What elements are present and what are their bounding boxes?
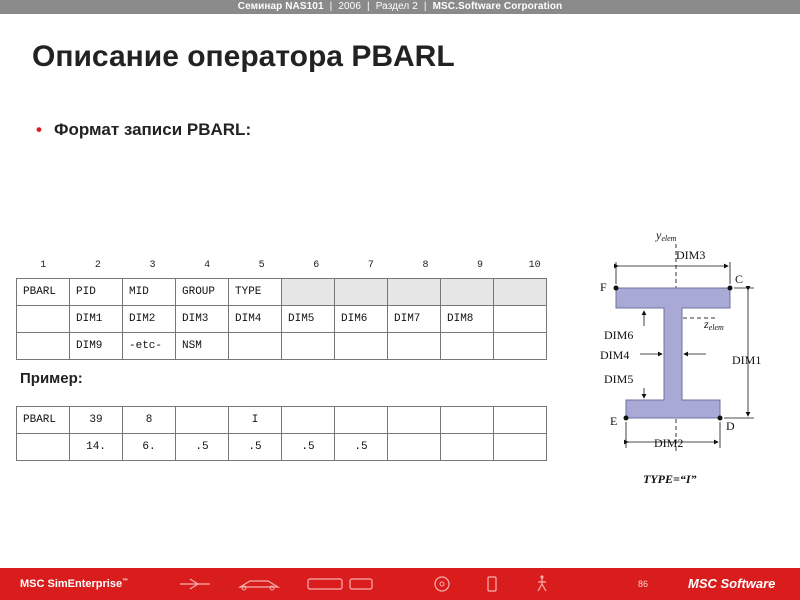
- slide-title: Описание оператора PBARL: [32, 40, 455, 73]
- table-cell: .5: [229, 434, 282, 461]
- table-cell: [494, 434, 547, 461]
- table-cell: [441, 434, 494, 461]
- table-cell: [229, 333, 282, 360]
- table-cell: NSM: [176, 333, 229, 360]
- y-axis-label: yelem: [656, 228, 677, 243]
- column-number: 6: [313, 260, 320, 271]
- i-beam-diagram: [588, 222, 800, 492]
- point-d-label: D: [726, 419, 735, 433]
- point-e-marker: [624, 416, 629, 421]
- table-row: [17, 279, 547, 306]
- i-beam-shape: [616, 288, 730, 418]
- table-cell: DIM2: [123, 306, 176, 333]
- example-label: Пример:: [20, 370, 83, 387]
- table-cell: 8: [123, 407, 176, 434]
- table-cell: [335, 333, 388, 360]
- table-cell: DIM3: [176, 306, 229, 333]
- msc-software-logo: MSC Software: [688, 576, 776, 591]
- table-cell: [17, 333, 70, 360]
- table-cell: MID: [123, 279, 176, 306]
- point-d-marker: [718, 416, 723, 421]
- phone-icon: [488, 577, 496, 591]
- table-cell: 6.: [123, 434, 176, 461]
- table-cell: PID: [70, 279, 123, 306]
- header-seminar: Семинар NAS101: [237, 1, 324, 12]
- msc-simenterprise-logo: MSC SimEnterprise™: [20, 578, 129, 590]
- table-row: [17, 333, 547, 360]
- person-head-icon: [540, 575, 543, 578]
- table-cell: DIM9: [70, 333, 123, 360]
- z-axis-label: zelem: [704, 317, 724, 332]
- table-cell: .5: [176, 434, 229, 461]
- header-section: Раздел 2: [375, 1, 418, 12]
- point-c-marker: [728, 286, 733, 291]
- point-f-label: F: [600, 280, 607, 294]
- dim6-label: DIM6: [604, 328, 634, 342]
- table-cell: [388, 333, 441, 360]
- table-cell: [388, 407, 441, 434]
- table-cell: [494, 333, 547, 360]
- table-cell: DIM6: [335, 306, 388, 333]
- table-cell: .5: [335, 434, 388, 461]
- type-caption: TYPE=“I”: [643, 472, 697, 486]
- table-cell: DIM8: [441, 306, 494, 333]
- table-cell: [441, 333, 494, 360]
- table-cell: [282, 279, 335, 306]
- column-number: 5: [258, 260, 265, 271]
- column-numbers: [16, 260, 562, 271]
- table-cell: [176, 407, 229, 434]
- table-cell: [17, 434, 70, 461]
- page-number: 86: [638, 579, 649, 589]
- column-number: 7: [367, 260, 374, 271]
- table-cell: [494, 306, 547, 333]
- table-cell: DIM4: [229, 306, 282, 333]
- header-bar: Семинар NAS101 | 2006 | Раздел 2 | MSC.Software Corporation: [0, 0, 800, 14]
- disk-icon: [435, 577, 449, 591]
- disk-center-icon: [440, 582, 444, 586]
- table-cell: TYPE: [229, 279, 282, 306]
- table-cell: [282, 407, 335, 434]
- table-row: [17, 306, 547, 333]
- bus-icon: [350, 579, 372, 589]
- dim4-label: DIM4: [600, 348, 630, 362]
- table-cell: [494, 407, 547, 434]
- header-year: 2006: [338, 1, 361, 12]
- bullet-item: [36, 120, 251, 140]
- column-number: 2: [94, 260, 101, 271]
- table-cell: [388, 434, 441, 461]
- point-f-marker: [614, 286, 619, 291]
- airplane-icon: [180, 579, 210, 589]
- table-cell: [335, 407, 388, 434]
- table-cell: .5: [282, 434, 335, 461]
- table-cell: [388, 279, 441, 306]
- column-number: 1: [40, 260, 47, 271]
- table-cell: DIM7: [388, 306, 441, 333]
- format-table: [16, 278, 547, 360]
- column-number: 4: [204, 260, 211, 271]
- column-number: 3: [149, 260, 156, 271]
- table-cell: [282, 333, 335, 360]
- table-cell: -etc-: [123, 333, 176, 360]
- bullet-text: Формат записи PBARL:: [53, 120, 252, 139]
- table-cell: [441, 407, 494, 434]
- dim1-label: DIM1: [732, 353, 762, 367]
- table-cell: DIM5: [282, 306, 335, 333]
- point-c-label: C: [735, 272, 744, 286]
- footer-bar: [0, 568, 800, 600]
- train-icon: [308, 579, 342, 589]
- point-e-label: E: [610, 414, 618, 428]
- dim3-label: DIM3: [676, 248, 706, 262]
- column-number: 8: [422, 260, 429, 271]
- dim5-label: DIM5: [604, 372, 634, 386]
- header-company: MSC.Software Corporation: [432, 1, 563, 12]
- table-cell: 39: [70, 407, 123, 434]
- column-number: 10: [528, 260, 541, 271]
- person-icon: [538, 578, 546, 591]
- table-row: [17, 407, 547, 434]
- table-cell: 14.: [70, 434, 123, 461]
- table-cell: DIM1: [70, 306, 123, 333]
- table-cell: I: [229, 407, 282, 434]
- example-table: [16, 406, 547, 461]
- table-cell: [17, 306, 70, 333]
- dim2-label: DIM2: [654, 436, 684, 450]
- table-cell: PBARL: [17, 279, 70, 306]
- table-cell: GROUP: [176, 279, 229, 306]
- table-cell: [494, 279, 547, 306]
- column-number: 9: [477, 260, 484, 271]
- bullet-dot-icon: •: [36, 120, 42, 139]
- table-cell: [335, 279, 388, 306]
- table-cell: PBARL: [17, 407, 70, 434]
- product-icons-strip: [170, 574, 590, 594]
- table-row: [17, 434, 547, 461]
- table-cell: [441, 279, 494, 306]
